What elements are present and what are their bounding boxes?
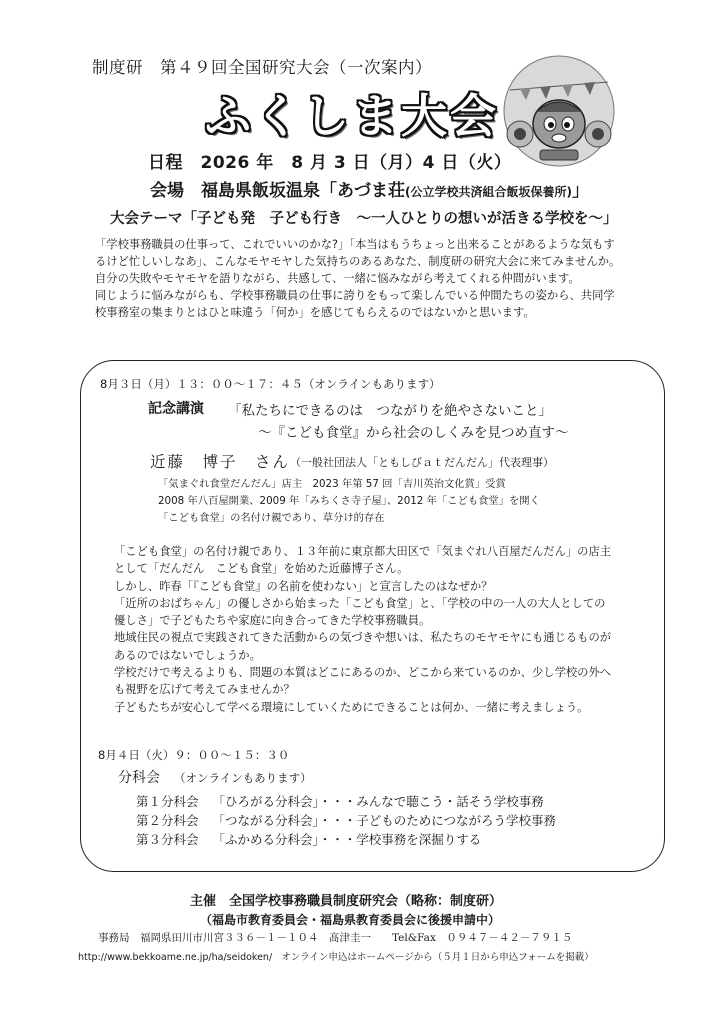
- session-row-2: [136, 811, 556, 829]
- event-venue: [150, 176, 589, 201]
- session-row-3: [136, 830, 481, 848]
- description-line: あるのではないでしょうか。: [114, 648, 261, 662]
- lecture-title: 「私たちにできるのは つながりを絶やさないこと」: [228, 403, 552, 419]
- description-line: 子どもたちが安心して学べる環境にしていくためにできることは何か、一緒に考えましょう。: [114, 700, 589, 714]
- venue-note: (公立学校共済組合飯坂保養所): [405, 185, 572, 199]
- session-desc: ・・・子どものためにつながろう学校事務: [318, 813, 557, 828]
- session-name: 「つながる分科会」: [212, 813, 319, 828]
- intro-line: 自分の失敗やモヤモヤを語りながら、共感して、一緒に悩みながら考えてくれる仲間がいます。: [95, 272, 580, 285]
- session-number: 第１分科会: [136, 794, 199, 809]
- venue-main: 会場 福島県飯坂温泉「あづま荘: [150, 181, 405, 201]
- sunflower-left-icon: [507, 121, 533, 147]
- lecture-description: [114, 543, 611, 716]
- homepage-link[interactable]: http://www.bekkoame.ne.jp/ha/seidoken/: [78, 952, 273, 963]
- profile-line: 「こども食堂」の名付け親であり、草分け的存在: [158, 512, 385, 524]
- day2-heading: 8月４日（火）９：００～１５：３０: [98, 748, 290, 762]
- intro-line: 同じように悩みながらも、学校事務職員の仕事に誇りをもって楽しんでいる仲間たちの姿から、共同学: [95, 289, 615, 302]
- profile-line: 「気まぐれ食堂だんだん」店主 2023 年第 57 回「吉川英治文化賞」受賞: [158, 478, 506, 490]
- speaker-name: 近藤 博子 さん: [150, 453, 291, 471]
- event-subtitle: 制度研 第４９回全国研究大会（一次案内）: [92, 58, 432, 77]
- footer-organizer: 主催 全国学校事務職員制度研究会（略称：制度研）: [190, 894, 503, 909]
- session-number: 第３分科会: [136, 832, 199, 847]
- mascot-illustration: [500, 52, 618, 170]
- session-label: 分科会: [118, 770, 160, 786]
- session-name: 「ふかめる分科会」: [212, 832, 319, 847]
- session-name: 「ひろがる分科会」: [212, 794, 319, 809]
- day1-heading: 8月３日（月）１３：００～１７：４５（オンラインもあります）: [100, 377, 441, 391]
- description-line: 「こども食堂」の名付け親であり、１３年前に東京都大田区で「気まぐれ八百屋だんだん」の店主: [114, 545, 612, 558]
- venue-close: 」: [571, 181, 589, 201]
- speaker-affiliation: （一般社団法人「ともしびａｔだんだん」代表理事）: [290, 456, 554, 469]
- lecture-label: 記念講演: [148, 401, 204, 417]
- description-line: 地域住民の視点で実践されてきた活動からの気づきや想いは、私たちのモヤモヤにも通じるものが: [114, 631, 612, 645]
- page-title: ふくしま大会: [205, 89, 499, 143]
- footer-office: 事務局 福岡県田川市川宮３３６－１－１０４ 髙津圭一 Tel&Fax ０９４７－４２－７９１５: [98, 932, 573, 944]
- description-line: 学校だけで考えるよりも、問題の本質はどこにあるのか、どこから来ているのか、少し学校の外へ: [114, 666, 612, 680]
- session-desc: ・・・みんなで聴こう・話そう学校事務: [318, 794, 544, 809]
- description-line: も視野を広げて考えてみませんか？: [114, 683, 295, 697]
- intro-paragraph: [95, 236, 655, 321]
- footer-links: [78, 949, 594, 963]
- description-line: 「近所のおばちゃん」の優しさから始まった「こども食堂」と、「学校の中の一人の大人としての: [114, 596, 606, 610]
- session-row-1: [136, 792, 544, 810]
- event-date: 日程 2026 年 8 月 3 日（月）4 日（火）: [148, 153, 512, 173]
- speaker-profile: [158, 476, 540, 527]
- sunflower-right-icon: [585, 121, 611, 147]
- intro-line: 「学校事務職員の仕事って、これでいいのかな?」「本当はもうちょっと出来ることがあるような気もす: [95, 238, 615, 251]
- description-line: 優しさ」で子どもたちや家庭に向き合ってきた学校事務職員。: [114, 614, 431, 628]
- event-theme: 大会テーマ「子ども発 子ども行き ～一人ひとりの想いが活きる学校を～」: [110, 211, 618, 227]
- footer-support: （福島市教育委員会・福島県教育委員会に後援申請中）: [200, 913, 501, 927]
- lecture-subtitle: ～『こども食堂』から社会のしくみを見つめ直す～: [258, 425, 569, 441]
- online-note: オンライン申込はホームページから（５月１日から申込フォームを掲載）: [281, 952, 594, 963]
- session-desc: ・・・学校事務を深掘りする: [318, 832, 482, 847]
- session-number: 第２分科会: [136, 813, 199, 828]
- intro-line: 校事務室の集まりとはひと味違う「何か」を感じてもらえるのではないかと思います。: [95, 306, 535, 319]
- description-line: として「だんだん こども食堂」を始めた近藤博子さん。: [114, 562, 409, 576]
- description-line: しかし、昨春「『こども食堂』の名前を使わない」と宣言したのはなぜか？: [114, 579, 493, 593]
- session-note: （オンラインもあります）: [174, 771, 312, 785]
- mascot-face-icon: [533, 100, 585, 148]
- intro-line: るけど忙しいしなあ」、こんなモヤモヤした気持ちのあるあなた、制度研の研究大会に来てみませんか。: [95, 255, 621, 268]
- profile-line: 2008 年八百屋開業、2009 年「みちくさ寺子屋」、2012 年「こども食堂」を開く: [158, 495, 540, 507]
